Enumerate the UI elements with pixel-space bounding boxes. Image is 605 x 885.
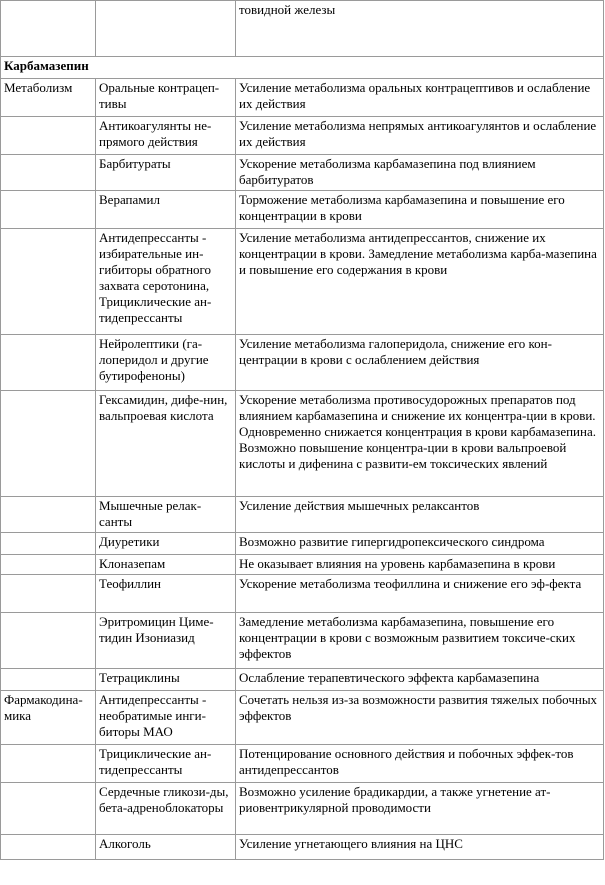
effect-cell-text: Усиление метаболизма непрямых антикоагулянтов и ослабление их действия — [239, 118, 597, 149]
effect-cell-text: Усиление метаболизма антидепрессантов, снижение их концентрации в крови. Замедление метаболизма карба-мазепина и повышение его содержания в крови — [239, 230, 597, 277]
effect-cell-text: товидной железы — [239, 2, 336, 17]
table-row — [1, 79, 604, 117]
drug-cell — [96, 783, 236, 835]
drug-cell — [96, 117, 236, 155]
table-row — [1, 575, 604, 613]
table-row — [1, 155, 604, 191]
drug-cell-text: Трициклические ан-тидепрессанты — [99, 746, 212, 777]
drug-cell — [96, 497, 236, 533]
drug-cell — [96, 835, 236, 860]
table-row — [1, 669, 604, 691]
group-cell — [1, 555, 96, 575]
section-title: Карбамазепин — [1, 57, 604, 79]
drug-cell — [96, 575, 236, 613]
effect-cell-text: Возможно усиление брадикардии, а также угнетение ат-риовентрикулярной проводимости — [239, 784, 551, 815]
group-cell — [1, 691, 96, 745]
table-row — [1, 835, 604, 860]
group-cell — [1, 191, 96, 229]
table-row — [1, 335, 604, 391]
table-row — [1, 533, 604, 555]
drug-cell-text: Эритромицин Циме-тидин Изониазид — [99, 614, 214, 645]
group-cell — [1, 335, 96, 391]
effect-cell-text: Усиление метаболизма галоперидола, снижение его кон-центрации в крови с ослаблением действия — [239, 336, 552, 367]
drug-cell-text: Сердечные гликози-ды, бета-адреноблокаторы — [99, 784, 229, 815]
drug-cell — [96, 155, 236, 191]
group-cell — [1, 745, 96, 783]
effect-cell-text: Торможение метаболизма карбамазепина и повышение его концентрации в крови — [239, 192, 565, 223]
effect-cell — [236, 335, 604, 391]
group-cell — [1, 79, 96, 117]
effect-cell-text: Усиление угнетающего влияния на ЦНС — [239, 836, 463, 851]
group-cell — [1, 613, 96, 669]
effect-cell-text: Не оказывает влияния на уровень карбамазепина в крови — [239, 556, 556, 571]
group-cell — [1, 497, 96, 533]
drug-cell — [96, 79, 236, 117]
table-row — [1, 117, 604, 155]
drug-cell — [96, 335, 236, 391]
effect-cell-text: Ослабление терапевтического эффекта карбамазепина — [239, 670, 540, 685]
group-cell-text: Метаболизм — [4, 80, 73, 95]
effect-cell — [236, 191, 604, 229]
table-row — [1, 555, 604, 575]
drug-cell — [96, 229, 236, 335]
group-cell — [1, 533, 96, 555]
section-row — [1, 57, 604, 79]
effect-cell — [236, 555, 604, 575]
group-cell — [1, 783, 96, 835]
table-row — [1, 229, 604, 335]
drug-cell-text: Нейролептики (га-лоперидол и другие бутирофеноны) — [99, 336, 209, 383]
group-cell — [1, 1, 96, 57]
table-row — [1, 745, 604, 783]
effect-cell-text: Усиление действия мышечных релаксантов — [239, 498, 480, 513]
effect-cell — [236, 783, 604, 835]
drug-cell-text: Тетрациклины — [99, 670, 180, 685]
drug-cell — [96, 191, 236, 229]
drug-cell-text: Клоназепам — [99, 556, 166, 571]
effect-cell-text: Сочетать нельзя из-за возможности развития тяжелых побочных эффектов — [239, 692, 598, 723]
drug-cell-text: Теофиллин — [99, 576, 161, 591]
drug-cell — [96, 691, 236, 745]
effect-cell — [236, 613, 604, 669]
drug-cell-text: Диуретики — [99, 534, 160, 549]
effect-cell-text: Ускорение метаболизма теофиллина и снижение его эф-фекта — [239, 576, 582, 591]
effect-cell — [236, 497, 604, 533]
group-cell — [1, 155, 96, 191]
table-row — [1, 783, 604, 835]
effect-cell — [236, 391, 604, 497]
drug-cell — [96, 391, 236, 497]
effect-cell-text: Ускорение метаболизма противосудорожных препаратов под влиянием карбамазепина и снижение их концентра-ции в крови. Одновременно снижается концентрация в крови карбамазепина. Возможно повышение концентра-ции в крови вальпроевой кислоты и дифенина с развити-ем токсических явлений — [239, 392, 596, 471]
group-cell — [1, 835, 96, 860]
effect-cell — [236, 835, 604, 860]
drug-cell-text: Алкоголь — [99, 836, 151, 851]
group-cell — [1, 229, 96, 335]
drug-cell-text: Антидепрессанты - необратимые инги-биторы МАО — [99, 692, 207, 739]
drug-cell-text: Мышечные релак-санты — [99, 498, 202, 529]
drug-cell-text: Оральные контрацеп-тивы — [99, 80, 220, 111]
effect-cell — [236, 117, 604, 155]
effect-cell — [236, 155, 604, 191]
drug-cell — [96, 613, 236, 669]
effect-cell — [236, 669, 604, 691]
group-cell — [1, 117, 96, 155]
table-row — [1, 613, 604, 669]
effect-cell — [236, 691, 604, 745]
table-row — [1, 191, 604, 229]
group-cell — [1, 575, 96, 613]
effect-cell-text: Замедление метаболизма карбамазепина, повышение его концентрации в крови с возможным развитием токсиче-ских эффектов — [239, 614, 576, 661]
effect-cell-text: Потенцирование основного действия и побочных эффек-тов антидепрессантов — [239, 746, 574, 777]
effect-cell — [236, 533, 604, 555]
effect-cell — [236, 745, 604, 783]
effect-cell — [236, 1, 604, 57]
group-cell — [1, 669, 96, 691]
drug-cell — [96, 533, 236, 555]
drug-cell-text: Гексамидин, дифе-нин, вальпроевая кислота — [99, 392, 228, 423]
effect-cell — [236, 229, 604, 335]
drug-cell-text: Барбитураты — [99, 156, 171, 171]
effect-cell-text: Усиление метаболизма оральных контрацептивов и ослабление их действия — [239, 80, 591, 111]
effect-cell — [236, 79, 604, 117]
effect-cell — [236, 575, 604, 613]
drug-cell-text: Верапамил — [99, 192, 160, 207]
drug-cell — [96, 1, 236, 57]
group-cell-text: Фармакодина-мика — [4, 692, 83, 723]
table-row — [1, 497, 604, 533]
table-row — [1, 1, 604, 57]
group-cell — [1, 391, 96, 497]
effect-cell-text: Возможно развитие гипергидропексического синдрома — [239, 534, 545, 549]
drug-cell — [96, 745, 236, 783]
table-body — [1, 1, 604, 860]
table-row — [1, 691, 604, 745]
drug-cell-text: Антикоагулянты не-прямого действия — [99, 118, 212, 149]
effect-cell-text: Ускорение метаболизма карбамазепина под влиянием барбитуратов — [239, 156, 536, 187]
drug-cell-text: Антидепрессанты - избирательные ин-гибиторы обратного захвата серотонина, Трициклические ан-тидепрессанты — [99, 230, 212, 325]
drug-cell — [96, 669, 236, 691]
table-row — [1, 391, 604, 497]
drug-cell — [96, 555, 236, 575]
